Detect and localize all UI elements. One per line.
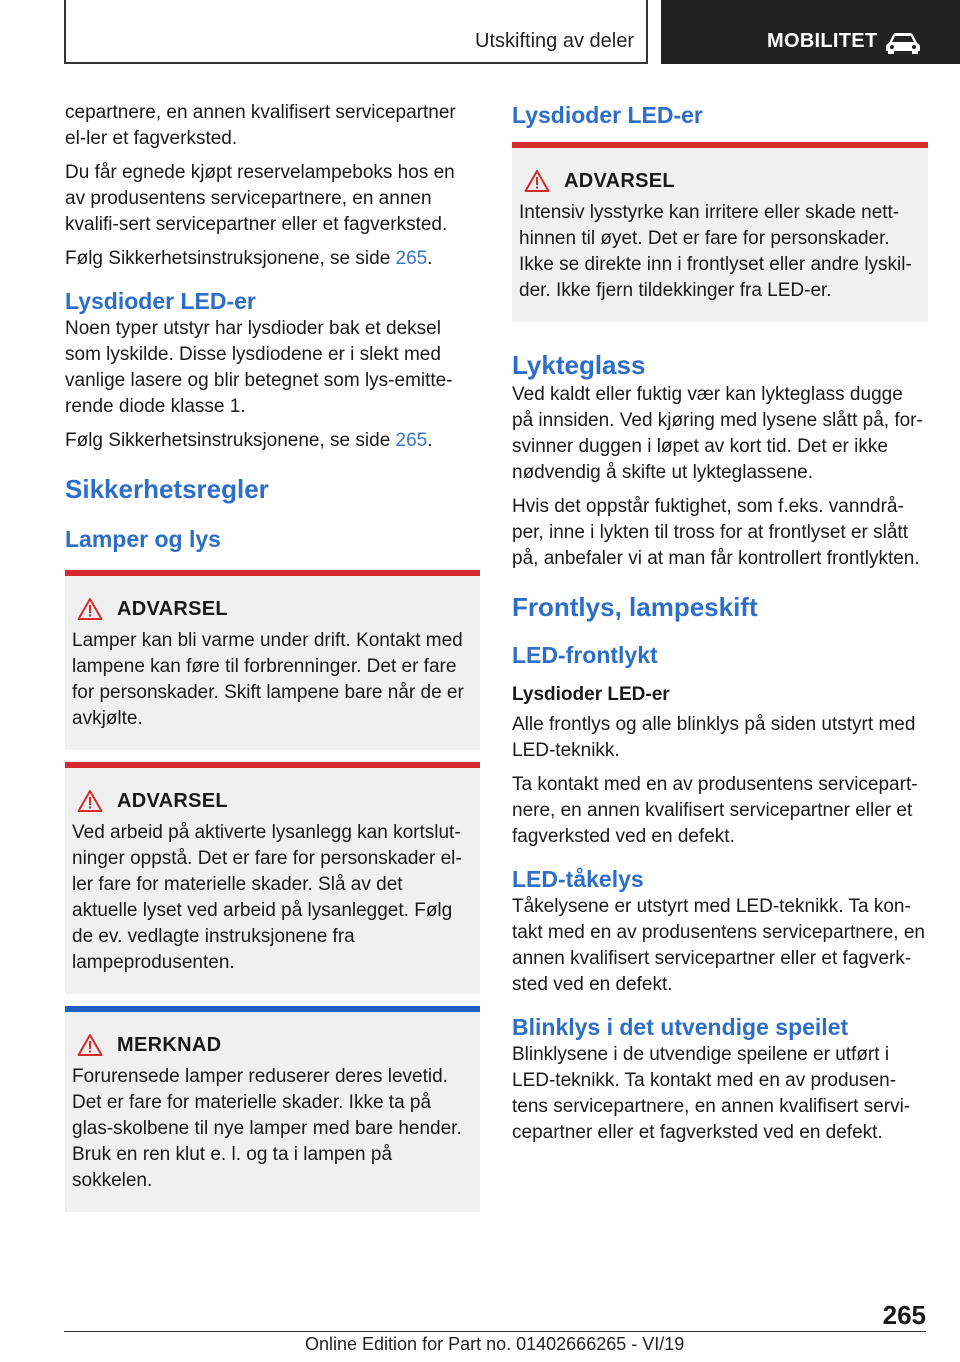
paragraph: Du får egnede kjøpt reservelampeboks hos en av produsentens servicepartnere, en annen kvalifi-sert servicepartner eller et fagverksted.: [65, 162, 455, 235]
header-section-tab: [64, 0, 648, 64]
heading-lens: Lykteglass: [512, 350, 646, 380]
note-box: [65, 1006, 480, 1212]
warning-text: Ved arbeid på aktiverte lysanlegg kan kortslut-ninger oppstå. Det er fare for personskader el-ler fare for materielle skader. Slå av det aktuelle lyset ved arbeid på lysanlegget. Følg de ev. vedlagte instruksjonene fra lampeprodusenten.: [72, 822, 462, 973]
subheading: Lysdioder LED-er: [512, 684, 670, 705]
edition-text: Online Edition for Part no. 01402666265 - VI/19: [305, 1334, 685, 1354]
warning-label: ADVARSEL: [117, 597, 228, 620]
footer-divider: [64, 1331, 926, 1332]
heading-led: Lysdioder LED-er: [512, 102, 703, 128]
right-column: [512, 100, 928, 1154]
paragraph-text: Følg Sikkerhetsinstruksjonene, se side: [65, 430, 396, 451]
paragraph: Blinklysene i de utvendige speilene er utført i LED-teknikk. Ta kontakt med en av produsen-tens servicepartnere, en annen kvalifisert servi-cepartner eller et fagverksted ved en defekt.: [512, 1044, 911, 1143]
paragraph: Følg Sikkerhetsinstruksjonene, se side 265.: [65, 430, 433, 451]
left-column: [65, 100, 480, 1212]
heading-lamps: Lamper og lys: [65, 526, 221, 552]
warning-title: [77, 788, 473, 814]
paragraph: cepartnere, en annen kvalifisert servicepartner el-ler et fagverksted.: [65, 102, 456, 149]
warning-triangle-icon: [77, 1033, 103, 1057]
heading-fog: LED-tåkelys: [512, 866, 644, 892]
warning-title: [524, 168, 921, 194]
header-chapter-title: MOBILITET: [767, 30, 878, 52]
page-number: 265: [882, 1300, 926, 1330]
warning-box: [512, 142, 928, 322]
paragraph: Ta kontakt med en av produsentens servicepart-nere, en annen kvalifisert servicepartner eller et fagverksted ved en defekt.: [512, 774, 918, 847]
note-title: [77, 1032, 473, 1058]
warning-text: Intensiv lysstyrke kan irritere eller skade nett-hinnen til øyet. Det er fare for personskader. Ikke se direkte inn i frontlyset eller andre lyskil-der. Ikke fjern tildekkinger fra LED-er.: [519, 202, 912, 301]
paragraph: Alle frontlys og alle blinklys på siden utstyrt med LED-teknikk.: [512, 714, 916, 761]
paragraph: Tåkelysene er utstyrt med LED-teknikk. Ta kon-takt med en av produsentens servicepartnere, en annen kvalifisert servicepartner eller et fagverk-sted ved en defekt.: [512, 896, 925, 995]
page-link[interactable]: 265: [395, 430, 428, 451]
paragraph-text: Følg Sikkerhetsinstruksjonene, se side: [65, 248, 396, 269]
heading-led: Lysdioder LED-er: [65, 288, 256, 314]
heading-safety: Sikkerhetsregler: [65, 474, 269, 504]
warning-triangle-icon: [77, 597, 103, 621]
warning-triangle-icon: [77, 789, 103, 813]
page-link[interactable]: 265: [395, 248, 428, 269]
warning-triangle-icon: [524, 169, 550, 193]
paragraph: Ved kaldt eller fuktig vær kan lykteglass dugge på innsiden. Ved kjøring med lysene slått på, for-svinner duggen i løpet av kort tid. Det er ikke nødvendig å skifte ut lykteglassene.: [512, 384, 923, 483]
heading-front: Frontlys, lampeskift: [512, 592, 758, 622]
header-section-title: Utskifting av deler: [475, 30, 634, 52]
heading-ledfront: LED-frontlykt: [512, 642, 658, 668]
warning-box: [65, 762, 480, 994]
note-label: MERKNAD: [117, 1033, 222, 1056]
note-text: Forurensede lamper reduserer deres levetid. Det er fare for materielle skader. Ikke ta på glas-skolbene til nye lamper med bare hender. Bruk en ren klut e. l. og ta i lampen på sokkelen.: [72, 1066, 462, 1191]
warning-label: ADVARSEL: [564, 169, 675, 192]
paragraph: Hvis det oppstår fuktighet, som f.eks. vanndrå-per, inne i lykten til tross for at frontlyset er slått på, anbefaler vi at man får kontrollert frontlykten.: [512, 496, 920, 569]
car-icon: [883, 30, 923, 54]
warning-label: ADVARSEL: [117, 789, 228, 812]
heading-mirror: Blinklys i det utvendige speilet: [512, 1014, 849, 1040]
warning-title: [77, 596, 473, 622]
paragraph: Følg Sikkerhetsinstruksjonene, se side 265.: [65, 248, 433, 269]
paragraph: Noen typer utstyr har lysdioder bak et deksel som lyskilde. Disse lysdiodene er i slekt med vanlige lasere og blir betegnet som lys-emitte-rende diode klasse 1.: [65, 318, 453, 417]
warning-text: Lamper kan bli varme under drift. Kontakt med lampene kan føre til forbrenninger. Det er fare for personskader. Skift lampene bare når de er avkjølte.: [72, 630, 464, 729]
header-chapter-tab: [661, 0, 960, 64]
warning-box: [65, 570, 480, 750]
